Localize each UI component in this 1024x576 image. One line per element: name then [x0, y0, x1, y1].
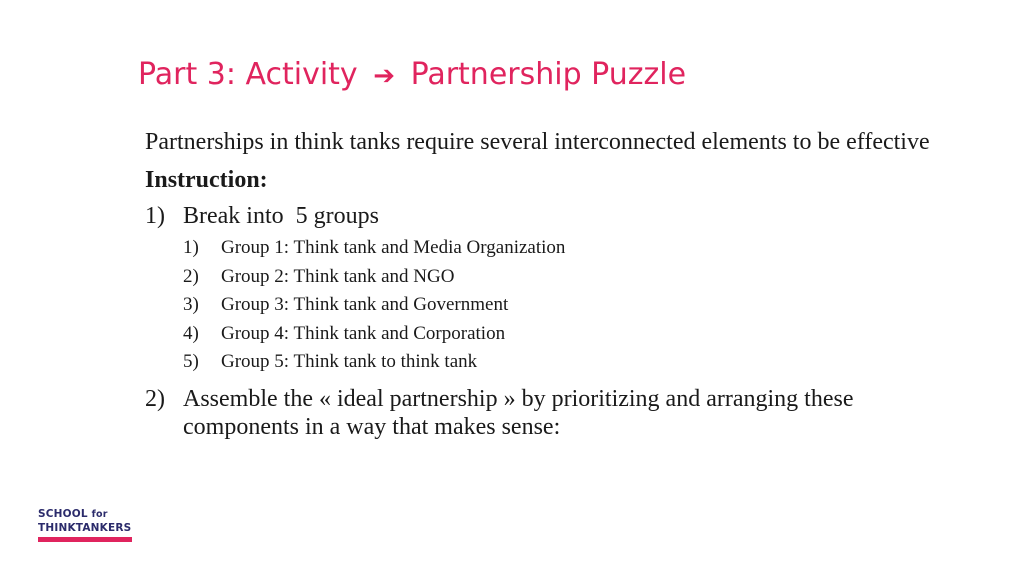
group-item [183, 263, 955, 292]
group-item [183, 348, 955, 377]
intro-text: Partnerships in think tanks require several interconnected elements to be effective [145, 129, 930, 155]
group-text: Group 3: Think tank and Government [221, 294, 509, 315]
logo-line-1 [38, 508, 132, 522]
group-number: 2) [183, 265, 199, 287]
group-text: Group 4: Think tank and Corporation [221, 322, 506, 344]
step-item [145, 385, 955, 441]
title-activity-name: Partnership Puzzle [410, 57, 687, 92]
logo-for-text: for [91, 509, 108, 520]
school-for-thinktankers-logo [38, 508, 132, 542]
step-text: Assemble the « ideal partnership » by prioritizing and arranging these components in a way that makes sense: [183, 385, 854, 440]
step-number: 1) [145, 203, 165, 229]
instruction-steps [145, 202, 955, 441]
logo-thinktankers-text: THINKTANKERS [38, 521, 132, 534]
group-text: Group 2: Think tank and NGO [221, 265, 455, 287]
group-number: 5) [183, 351, 199, 372]
step-body [183, 385, 955, 441]
step-number: 2) [145, 385, 165, 412]
step-item [145, 202, 955, 379]
right-arrow-icon: ➔ [373, 61, 396, 91]
group-number: 3) [183, 294, 199, 315]
step-text: Break into 5 groups [183, 203, 379, 229]
group-text: Group 5: Think tank to think tank [221, 351, 478, 372]
title-part-label: Part 3: Activity [138, 57, 358, 92]
group-number: 1) [183, 237, 199, 258]
instruction-heading: Instruction: [145, 167, 268, 193]
group-number: 4) [183, 322, 199, 344]
group-item [183, 320, 955, 349]
group-item [183, 291, 955, 320]
logo-underline-bar [38, 537, 132, 542]
group-list [183, 234, 955, 379]
slide-body [145, 128, 955, 441]
group-item [183, 234, 955, 263]
step-body [183, 202, 955, 379]
logo-school-text: SCHOOL [38, 508, 88, 520]
slide-title [138, 56, 686, 95]
group-text: Group 1: Think tank and Media Organization [221, 237, 566, 258]
